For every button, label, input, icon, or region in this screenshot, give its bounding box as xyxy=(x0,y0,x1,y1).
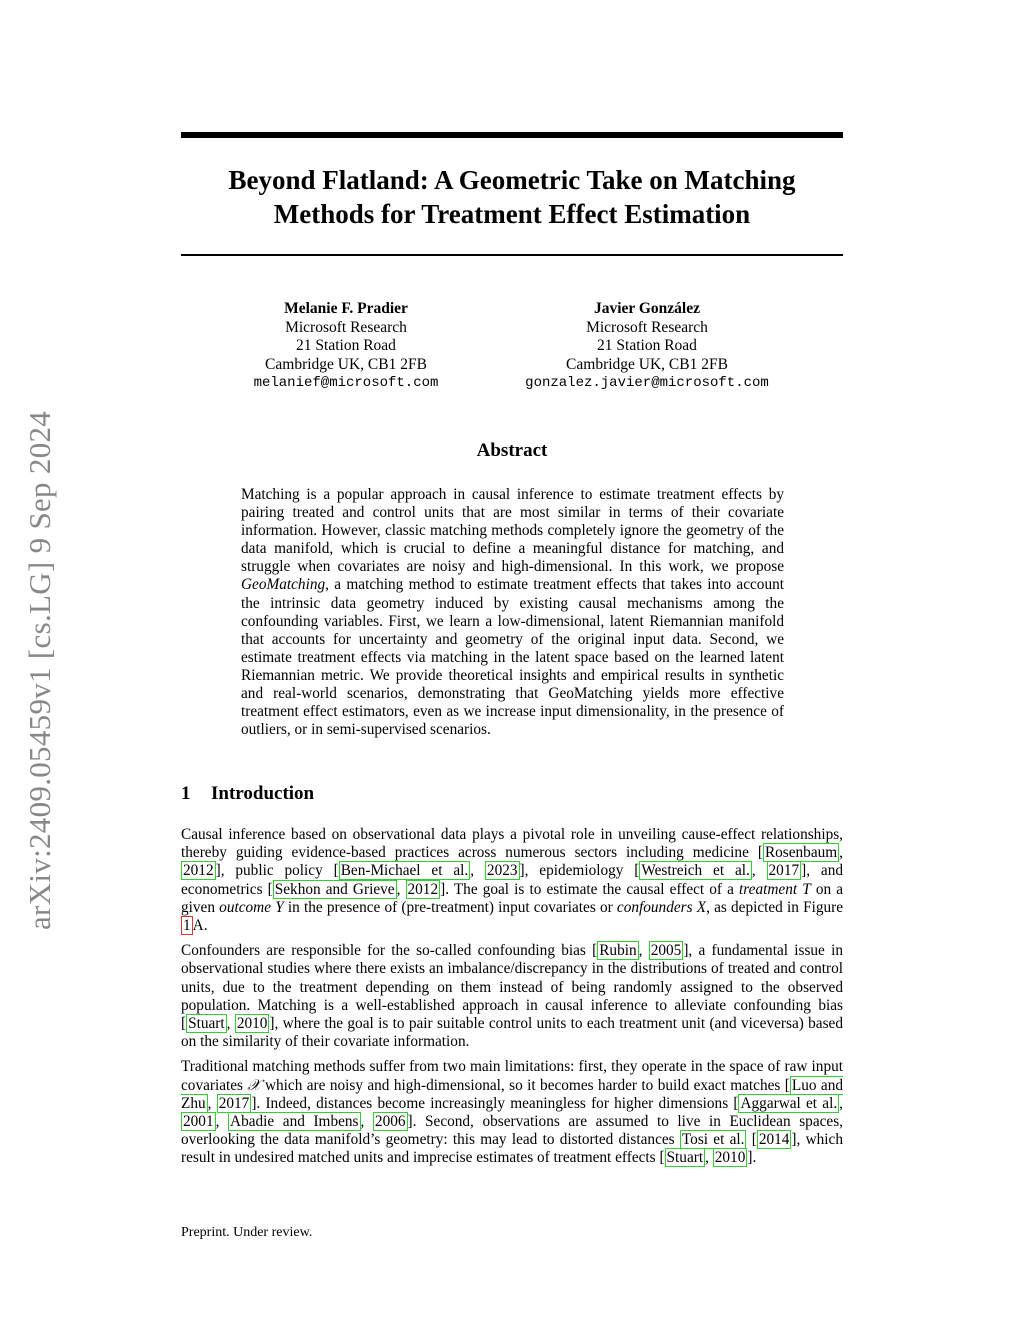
author-address-line2: Cambridge UK, CB1 2FB xyxy=(566,355,728,373)
citation-link[interactable]: 2017 xyxy=(218,1094,250,1112)
author-affiliation: Microsoft Research xyxy=(285,318,407,336)
paper-title: Beyond Flatland: A Geometric Take on Matching Methods for Treatment Effect Estimation xyxy=(228,165,796,229)
citation-link[interactable]: Luo and Zhu xyxy=(181,1076,843,1112)
citation-link[interactable]: Abadie and Imbens xyxy=(230,1113,359,1131)
abstract-heading: Abstract xyxy=(476,440,548,461)
citation-link[interactable]: 2012 xyxy=(407,880,439,898)
author-block-1 xyxy=(196,300,496,393)
math-variable: 𝒳 xyxy=(247,1076,261,1094)
author-email[interactable]: gonzalez.javier@microsoft.com xyxy=(525,375,769,391)
citation-link[interactable]: Stuart xyxy=(188,1015,225,1033)
citation-link[interactable]: 2012 xyxy=(183,862,214,880)
intro-paragraph-1: Causal inference based on observational data plays a pivotal role in unveiling cause-effect relationships, thereby guiding evidence-based practices across numerous sectors including medicine [ Rosenbaum , 2012 ], public policy [ Ben-Michael et al. , 2023 ], epidemiology [ Westreich et al. , 2017 ], and econometrics [ Sekhon and Grieve , 2012 ]. The goal is to estimate the causal effect of a treatment T on a given outcome Y in the presence of (pre-treatment) input covariates or confounders X, as depicted in Figure 1 A. xyxy=(181,826,844,935)
citation-link[interactable]: 2010 xyxy=(236,1015,268,1033)
citation-link[interactable]: 2017 xyxy=(768,862,800,880)
section-title: Introduction xyxy=(211,783,315,804)
author-affiliation: Microsoft Research xyxy=(586,318,708,336)
method-name: GeoMatching xyxy=(241,576,326,594)
title-top-rule xyxy=(181,132,843,138)
math-variable: Y xyxy=(275,898,284,916)
math-variable: X xyxy=(696,898,707,916)
citation-link[interactable]: 2023 xyxy=(486,862,518,880)
author-name: Javier González xyxy=(593,300,701,317)
citation-link[interactable]: Sekhon and Grieve xyxy=(274,880,395,898)
citation-link[interactable]: Rosenbaum xyxy=(764,844,838,862)
intro-paragraph-2: Confounders are responsible for the so-called confounding bias [ Rubin , 2005 ], a fundamental issue in observational studies where there exists an imbalance/discrepancy in the distributions of treated and control units, due to the treatment depending on them instead of being randomly assigned to the observed population. Matching is a well-established approach in causal inference to alleviate confounding bias [ Stuart , 2010 ], where the goal is to pair suitable control units to each treatment unit (and viceversa) based on the similarity of their covariate information. xyxy=(181,942,843,1051)
citation-link[interactable]: Rubin xyxy=(599,942,637,960)
citation-link[interactable]: Tosi et al. xyxy=(681,1131,745,1149)
citation-link[interactable]: 2014 xyxy=(758,1131,790,1149)
title-bottom-rule xyxy=(181,254,843,256)
citation-link[interactable]: Westreich et al. xyxy=(641,862,750,880)
citation-link[interactable]: Aggarwal et al. xyxy=(740,1094,838,1112)
math-variable: T xyxy=(802,880,811,898)
intro-paragraph-3: Traditional matching methods suffer from two main limitations: first, they operate in the space of raw input covariates 𝒳 which are noisy and high-dimensional, so it becomes harder to build exact matches [ Luo and Zhu , 2017 ]. Indeed, distances become increasingly meaningless for higher dimensions [ Aggarwal et al. , 2001 , Abadie and Imbens , 2006 ]. Second, observations are assumed to live in Euclidean spaces, overlooking the data manifold’s geometry: this may lead to distorted distances Tosi et al. [ 2014 ], which result in undesired matched units and imprecise estimates of treatment effects [ Stuart , 2010 ]. xyxy=(181,1058,843,1167)
footer-note: Preprint. Under review. xyxy=(181,1225,313,1240)
citation-link[interactable]: 2001 xyxy=(183,1113,214,1131)
citation-link[interactable]: 2006 xyxy=(374,1113,406,1131)
citation-link[interactable]: Stuart xyxy=(666,1149,704,1167)
author-address-line2: Cambridge UK, CB1 2FB xyxy=(265,355,427,373)
author-email[interactable]: melanief@microsoft.com xyxy=(253,375,439,391)
section-heading-introduction xyxy=(181,783,314,805)
citation-link[interactable]: 2010 xyxy=(714,1149,746,1167)
abstract-body: Matching is a popular approach in causal inference to estimate treatment effects by pairing treated and control units that are most similar in terms of their covariate information. However, classic matching methods completely ignore the geometry of the data manifold, which is crucial to define a meaningful distance for matching, and struggle when covariates are noisy and high-dimensional. In this work, we propose GeoMatching, a matching method to estimate treatment effects that takes into account the intrinsic data geometry induced by existing causal mechanisms among the confounding variables. First, we learn a low-dimensional, latent Riemannian manifold that accounts for uncertainty and geometry of the original input data. Second, we estimate treatment effects via matching in the latent space based on the learned latent Riemannian metric. We provide theoretical insights and empirical results in synthetic and real-world scenarios, demonstrating that GeoMatching yields more effective treatment effect estimators, even as we increase input dimensionality, in the presence of outliers, or in semi-supervised scenarios. xyxy=(241,486,784,739)
figure-reference-link[interactable]: 1 xyxy=(183,917,191,935)
section-number: 1 xyxy=(181,783,191,804)
author-address-line1: 21 Station Road xyxy=(597,337,697,354)
introduction-body xyxy=(181,826,843,1175)
arxiv-identifier: arXiv:2409.05459v1 [cs.LG] 9 Sep 2024 xyxy=(22,410,57,930)
author-name: Melanie F. Pradier xyxy=(284,300,408,317)
author-block-2 xyxy=(497,300,797,393)
author-address-line1: 21 Station Road xyxy=(296,337,396,354)
citation-link[interactable]: Ben-Michael et al. xyxy=(340,862,469,880)
citation-link[interactable]: 2005 xyxy=(650,942,682,960)
